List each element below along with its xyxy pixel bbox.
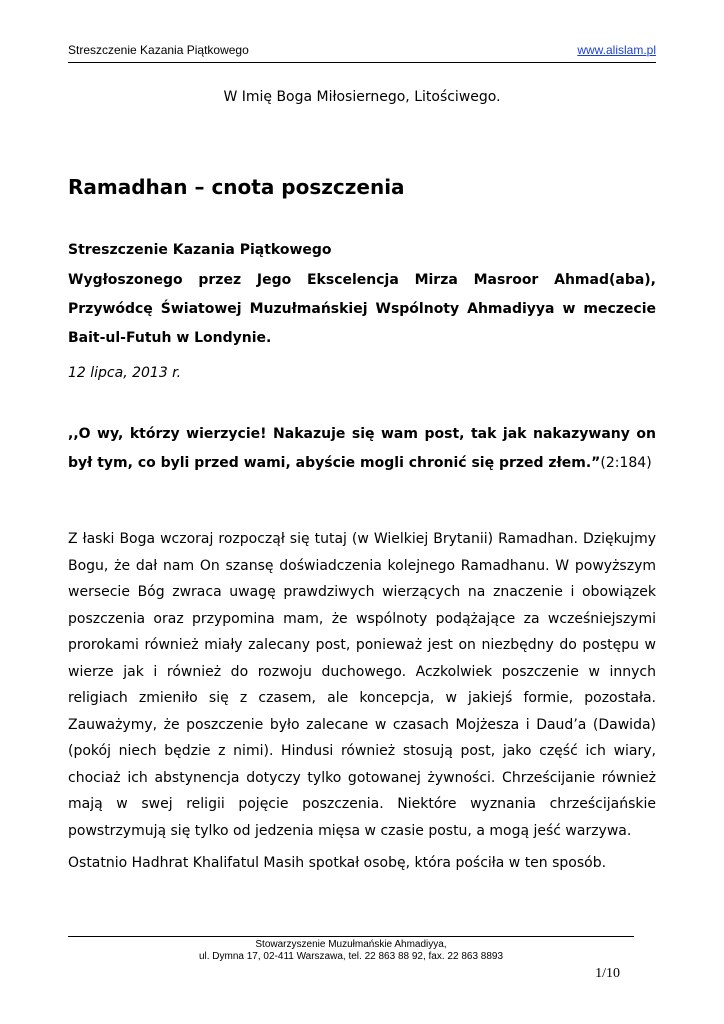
subtitle: Streszczenie Kazania Piątkowego	[68, 242, 332, 258]
footer-divider	[68, 936, 634, 937]
verse-text: ,,O wy, którzy wierzycie! Nakazuje się wam post, tak jak nakazywany on był tym, co byli przed wami, abyście mogli chronić się przed złem.”	[68, 426, 656, 471]
website-link[interactable]: www.alislam.pl	[577, 43, 656, 57]
quran-verse	[68, 420, 656, 478]
footer-address: ul. Dymna 17, 02-411 Warszawa, tel. 22 863 88 92, fax. 22 863 8893	[198, 951, 504, 962]
header-title: Streszczenie Kazania Piątkowego	[68, 43, 249, 57]
paragraph: Ostatnio Hadhrat Khalifatul Masih spotkał osobę, która pościła w ten sposób.	[68, 855, 607, 871]
page-title: Ramadhan – cnota poszczenia	[68, 175, 405, 199]
invocation: W Imię Boga Miłosiernego, Litościwego.	[223, 89, 501, 105]
page-footer	[68, 939, 634, 963]
paragraph: Z łaski Boga wczoraj rozpoczął się tutaj (w Wielkiej Brytanii) Ramadhan. Dziękujmy Bogu, że dał nam On szansę doświadczenia kolejnego Ramadhanu. W powyższym wersecie Bóg zwraca uwagę prawdziwych wierzących na znaczenie i obowiązek poszczenia oraz przypomina mam, że wspólnoty podążające za wcześniejszymi prorokami również miały zalecany post, ponieważ jest on niezbędny do postępu w wierze jak i również do rozwoju duchowego. Aczkolwiek poszczenie w innych religiach zmieniło się z czasem, ale koncepcja, w jakiejś formie, pozostała. Zauważymy, że poszczenie było zalecane w czasach Mojżesza i Daud’a (Dawida) (pokój niech będzie z nimi). Hindusi również stosują post, jako część ich wiary, chociaż ich abstynencja dotyczy tylko gotowanej żywności. Chrześcijanie również mają w swej religii pojęcie poszczenia. Niektóre wyznania chrześcijańskie powstrzymują się tylko od jedzenia mięsa w czasie postu, a mogą jeść warzywa.	[68, 531, 656, 839]
page-header	[68, 40, 656, 63]
verse-reference: (2:184)	[600, 455, 652, 471]
speaker-info: Wygłoszonego przez Jego Ekscelencja Mirza Masroor Ahmad(aba), Przywódcę Światowej Muzułmańskiej Wspólnoty Ahmadiyya w meczecie Bait-ul-Futuh w Londynie.	[68, 272, 656, 346]
document-body	[68, 82, 656, 877]
page-number: 1/10	[595, 966, 620, 981]
sermon-date: 12 lipca, 2013 r.	[68, 365, 182, 381]
footer-organization: Stowarzyszenie Muzułmańskie Ahmadiyya,	[255, 939, 447, 950]
